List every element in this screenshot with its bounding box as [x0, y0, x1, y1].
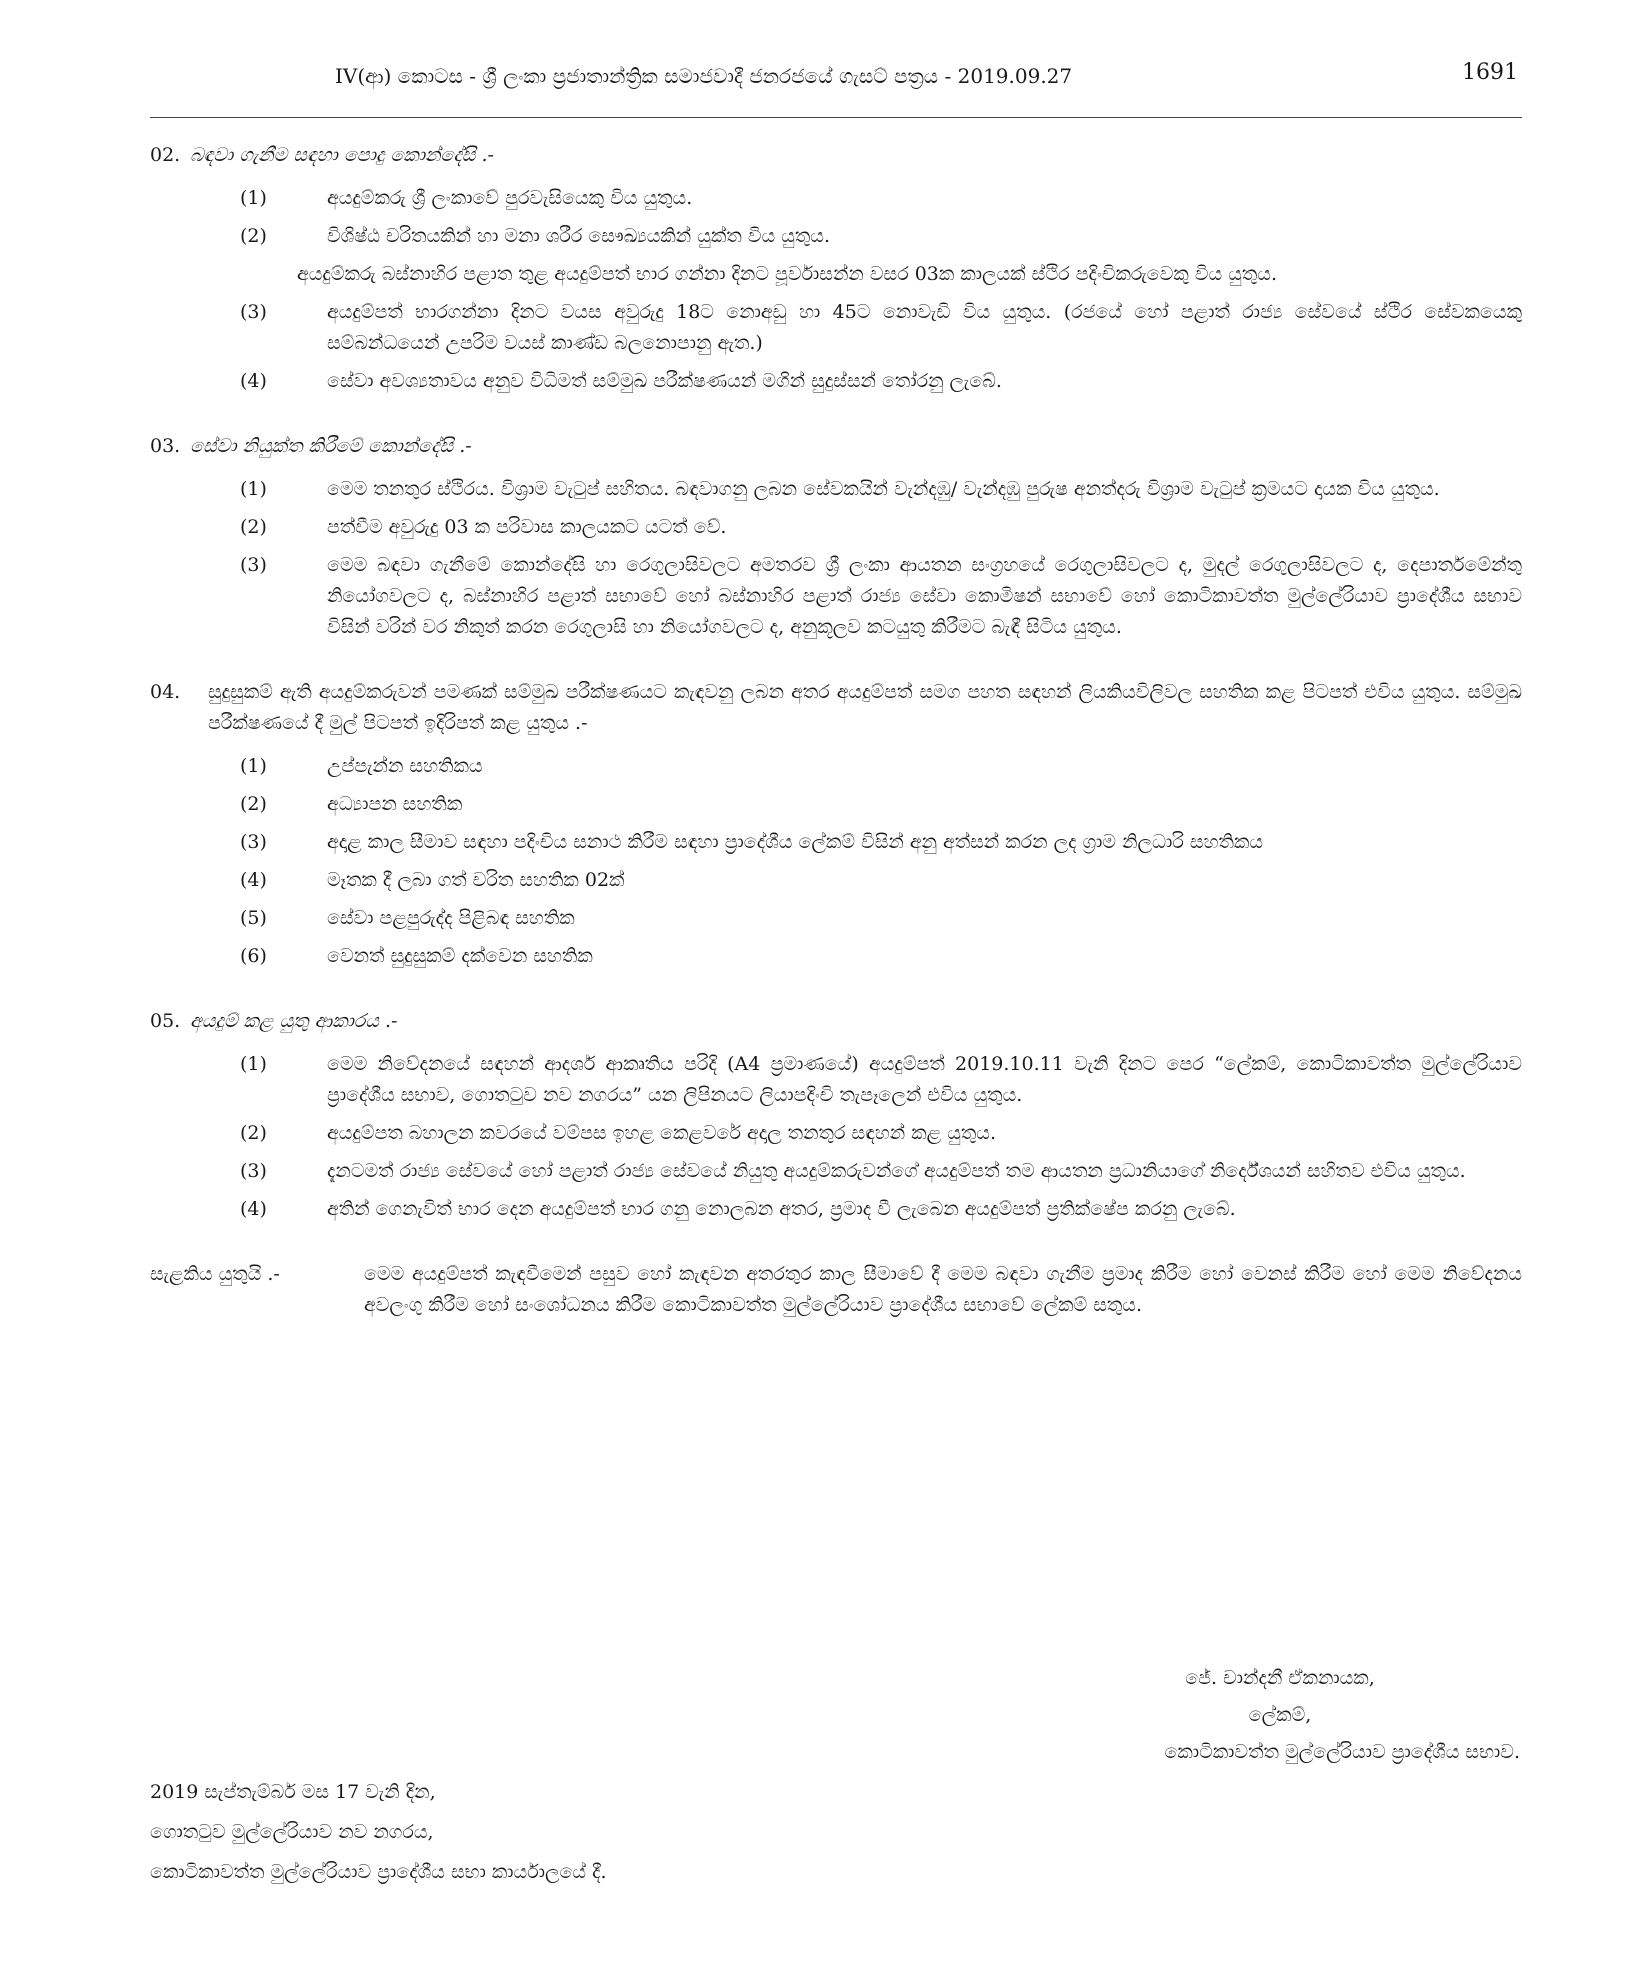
list-item: [150, 1156, 1522, 1187]
section-heading: [150, 1006, 1522, 1037]
item-number: (3): [240, 301, 267, 323]
section-number: 02.: [150, 144, 181, 166]
list-item: [150, 297, 1522, 359]
list-item: [150, 789, 1522, 820]
item-number: (2): [240, 516, 267, 538]
item-text: මෙම තනතුර ස්ථිරය. විශ්‍රාම වැටුප් සහිතය. බඳවාගනු ලබන සේවකයින් වැන්දඹු/ වැන්දඹු පුරුෂ අනත්දරු විශ්‍රාම වැටුප් ක්‍රමයට දායක විය යුතුය.: [327, 478, 1440, 500]
list-item: [150, 221, 1522, 252]
list-item: [150, 1049, 1522, 1111]
item-text: වෙනත් සුදුසුකම් දක්වෙන සහතික: [327, 945, 593, 967]
item-number: (1): [240, 1053, 267, 1075]
section-heading: [150, 140, 1522, 171]
list-item: [150, 941, 1522, 972]
item-number: (1): [240, 478, 267, 500]
header-divider: [150, 117, 1522, 118]
item-text: විශිෂ්ඨ චරිතයකින් හා මනා ශරීර සෞඛ්‍යයකින් යුක්ත විය යුතුය.: [327, 225, 830, 247]
section-number: 03.: [150, 435, 181, 457]
list-item: [150, 751, 1522, 782]
list-item: [150, 366, 1522, 397]
item-text: අයදුම්පත් භාරගන්නා දිනට වයස අවුරුදු 18ට නොඅඩු හා 45ට නොවැඩි විය යුතුය. (රජයේ හෝ පළාත් රාජ්‍ය සේවයේ ස්ථිර සේවකයෙකු සම්බන්ධයෙන් උපරිම වයස් කාණ්ඩ බලනොපානු ඇත.): [327, 301, 1522, 354]
item-number: (3): [240, 1160, 267, 1182]
list-item: [150, 1194, 1522, 1225]
list-item: [150, 827, 1522, 858]
list-item: [150, 474, 1522, 505]
list-item: [150, 903, 1522, 934]
signatory-office: කොටිකාවත්ත මුල්ලේරියාව ප්‍රාදේශීය සභාව.: [1164, 1741, 1520, 1763]
list-item: [150, 1118, 1522, 1149]
section-title: බඳවා ගැනීම සඳහා පොදු කොන්දේසි .-: [190, 144, 494, 166]
item-text: පත්වීම අවුරුදු 03 ක පරිවාස කාලයකට යටත් වේ.: [327, 516, 727, 538]
issue-date: 2019 සැප්තැම්බර් මස 17 වැනි දින,: [150, 1781, 436, 1803]
item-text: අතින් ගෙනැවිත් භාර දෙන අයදුම්පත් භාර ගනු නොලබන අතර, ප්‍රමාද වී ලැබෙන අයදුම්පත් ප්‍රතික්ෂේප කරනු ලැබේ.: [327, 1198, 1236, 1220]
section-service-conditions: [150, 431, 1522, 643]
section-documents: [150, 677, 1522, 972]
section-heading: [150, 677, 1522, 739]
section-how-to-apply: [150, 1006, 1522, 1225]
section-title: අයදුම් කළ යුතු ආකාරය .-: [190, 1010, 398, 1032]
issue-details: [150, 1772, 1050, 1892]
page-number: 1691: [1462, 60, 1518, 85]
item-text: උප්පැන්න සහතිකය: [327, 755, 483, 777]
document-body: [150, 140, 1522, 1321]
item-text: සේවා අවශ්‍යතාවය අනුව විධිමත් සම්මුඛ පරීක්ෂණයන් මගින් සුදුස්සන් තෝරනු ලැබේ.: [327, 370, 1002, 392]
list-item: [150, 512, 1522, 543]
item-number: (2): [240, 793, 267, 815]
section-intro: සුදුසුකම් ඇති අයදුම්කරුවන් පමණක් සම්මුඛ පරීක්ෂණයට කැඳවනු ලබන අතර අයදුම්පත් සමග පහත සඳහන් ලියකියවිලිවල සහතික කළ පිටපත් එවිය යුතුය. සම්මුඛ පරීක්ෂණයේ දී මුල් පිටපත් ඉදිරිපත් කළ යුතුය .-: [208, 681, 1522, 734]
item-number: (6): [240, 945, 267, 967]
item-number: (2): [240, 225, 267, 247]
notice-note: [150, 1259, 1522, 1321]
item-number: (4): [240, 869, 267, 891]
item-number: (2): [240, 1122, 267, 1144]
item-number: (3): [240, 831, 267, 853]
header-title: IV(ආ) කොටස - ශ්‍රී ලංකා ප්‍රජාතාන්ත්‍රික සමාජවාදී ජනරජයේ ගැසට් පත්‍රය - 2019.09.27: [335, 64, 1073, 88]
issue-office: කොටිකාවත්ත මුල්ලේරියාව ප්‍රාදේශීය සභා කාර්යාලයේ දී.: [150, 1861, 607, 1883]
item-text: මෙම බඳවා ගැනීමේ කොන්දේසි හා රෙගුලාසිවලට අමතරව ශ්‍රී ලංකා ආයතන සංග්‍රහයේ රෙගුලාසිවලට ද, මුදල් රෙගුලාසිවලට ද, දෙපාර්තමේන්තු නියෝගවලට ද, බස්නාහිර පළාත් සභාවේ හෝ බස්නාහිර පළාත් රාජ්‍ය සේවා කොමිෂන් සභාවේ හෝ කොටිකාවත්ත මුල්ලේරියාව ප්‍රාදේශීය සභාව විසින් වරින් වර නිකුත් කරන රෙගුලාසි හා නියෝගවලට ද, අනුකූලව කටයුතු කිරීමට බැඳී සිටිය යුතුය.: [327, 554, 1522, 638]
item-continuation: අයදුම්කරු බස්නාහිර පළාත තුළ අයදුම්පත් භාර ගන්නා දිනට පූර්වාසන්න වසර 03ක කාලයක් ස්ථිර පදිංචිකරුවෙකු විය යුතුය.: [297, 263, 1278, 285]
signature-block: [1040, 1660, 1520, 1771]
item-text: මෙම නිවේදනයේ සඳහන් ආදර්ශ ආකෘතිය පරිදි (A4 ප්‍රමාණයේ) අයදුම්පත් 2019.10.11 වැනි දිනට පෙර “ලේකම්, කොටිකාවත්ත මුල්ලේරියාව ප්‍රාදේශීය සභාව, ගොතටුව නව නගරය” යන ලිපිනයට ලියාපදිංචි තැපෑලෙන් එවිය යුතුය.: [327, 1053, 1522, 1106]
signatory-position: ලේකම්,: [1248, 1704, 1312, 1726]
list-item: [150, 550, 1522, 643]
item-text: අධ්‍යාපන සහතික: [327, 793, 463, 815]
item-text: අයදුම්කරු ශ්‍රී ලංකාවේ පුරවැසියෙකු විය යුතුය.: [327, 187, 693, 209]
item-number: (4): [240, 370, 267, 392]
item-text: දැනටමත් රාජ්‍ය සේවයේ හෝ පළාත් රාජ්‍ය සේවයේ නියුතු අයදුම්කරුවන්ගේ අයදුම්පත් තම ආයතන ප්‍රධානියාගේ නිර්දේශයන් සහිතව එවිය යුතුය.: [327, 1160, 1466, 1182]
section-general-conditions: [150, 140, 1522, 397]
section-heading: [150, 431, 1522, 462]
item-number: (3): [240, 554, 267, 576]
note-label: සැළකිය යුතුයි .-: [150, 1263, 280, 1285]
list-item: [150, 865, 1522, 896]
section-number: 04.: [150, 681, 181, 703]
list-item: [150, 183, 1522, 214]
item-number: (5): [240, 907, 267, 929]
item-number: (1): [240, 187, 267, 209]
item-number: (1): [240, 755, 267, 777]
signatory-name: ජේ. චාන්දනී ඒකනායක,: [1185, 1667, 1375, 1689]
section-number: 05.: [150, 1010, 181, 1032]
item-text: සේවා පළපුරුද්ද පිළිබඳ සහතික: [327, 907, 575, 929]
item-text: අයදුම්පත බහාලන කවරයේ වම්පස ඉහළ කෙළවරේ අදාල තනතුර සඳහන් කළ යුතුය.: [327, 1122, 997, 1144]
issue-place: ගොතටුව මුල්ලේරියාව නව නගරය,: [150, 1821, 434, 1843]
section-title: සේවා නියුක්ත කිරීමේ කොන්දේසි .-: [190, 435, 472, 457]
note-text: මෙම අයදුම්පත් කැඳවීමෙන් පසුව හෝ කැඳවන අතරතුර කාල සීමාවේ දී මෙම බඳවා ගැනීම ප්‍රමාද කිරීම හෝ වෙනස් කිරීම හෝ මෙම නිවේදනය අවලංගු කිරීම හෝ සංශෝධනය කිරීම කොටිකාවත්ත මුල්ලේරියාව ප්‍රාදේශීය සභාවේ ලේකම් සතුය.: [364, 1263, 1522, 1316]
item-number: (4): [240, 1198, 267, 1220]
item-text: මෑතක දී ලබා ගත් චරිත සහතික 02ක්: [327, 869, 625, 891]
item-text: අදාළ කාල සීමාව සඳහා පදිංචිය සනාථ කිරීම සඳහා ප්‍රාදේශීය ලේකම් විසින් අනු අත්සන් කරන ලද ග්‍රාම නිලධාරි සහතිකය: [327, 831, 1264, 853]
